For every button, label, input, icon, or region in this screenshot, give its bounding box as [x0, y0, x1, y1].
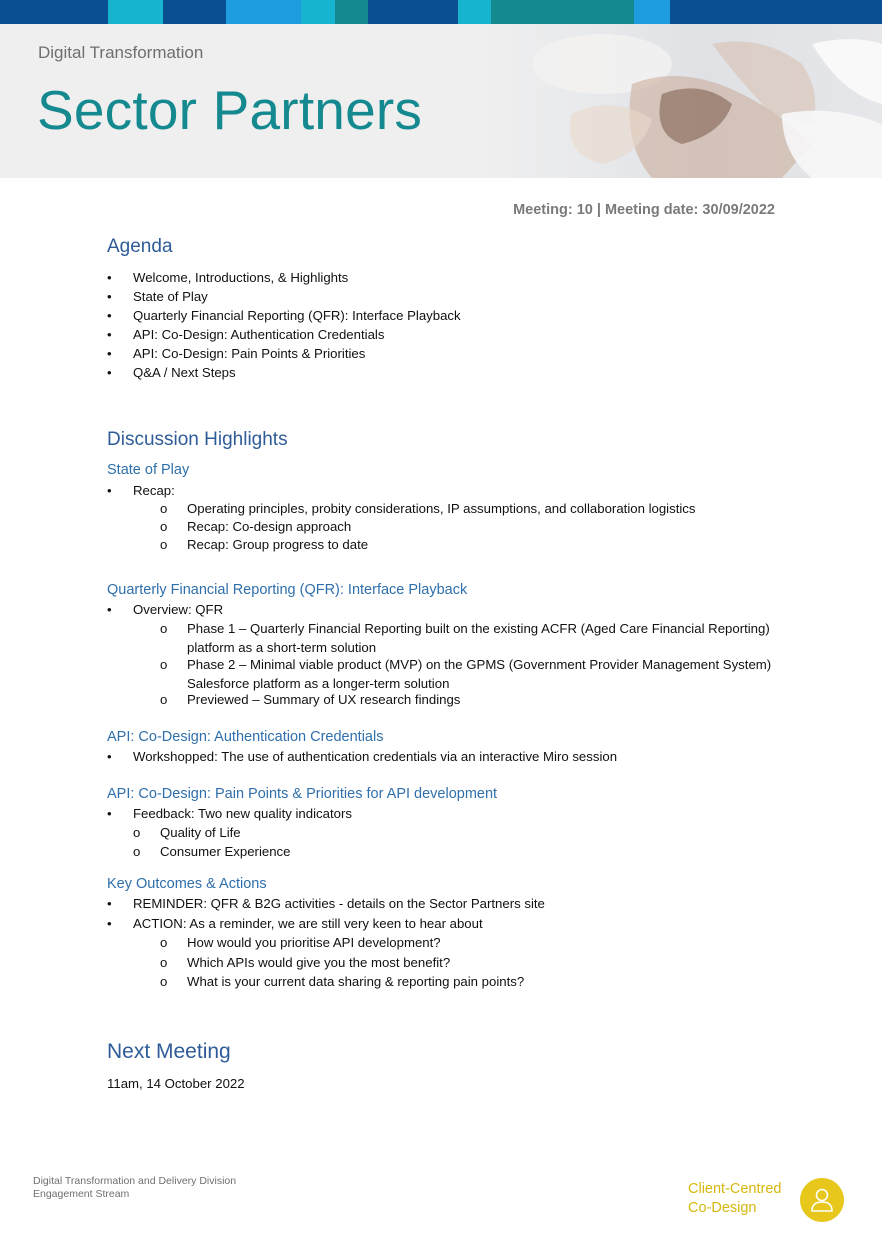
circle-bullet-icon: o [133, 844, 141, 859]
agenda-item: • State of Play [107, 289, 208, 304]
agenda-item: • API: Co-Design: Pain Points & Priorities [107, 346, 366, 361]
footer-division-line: Digital Transformation and Delivery Division [33, 1175, 237, 1187]
strip-segment [163, 0, 226, 24]
agenda-item: • API: Co-Design: Authentication Credentials [107, 327, 385, 342]
strip-segment [301, 0, 335, 24]
circle-bullet-icon: o [160, 974, 168, 989]
sub-list-item: o How would you prioritise API development? [160, 935, 441, 950]
discussion-heading: Discussion Highlights [107, 429, 288, 450]
circle-bullet-icon: o [160, 501, 168, 516]
sub-list-item: o Consumer Experience [133, 844, 291, 859]
agenda-heading: Agenda [107, 236, 173, 257]
bullet-icon: • [107, 308, 112, 323]
circle-bullet-icon: o [160, 955, 168, 970]
strip-segment [335, 0, 368, 24]
sub-list-item: o What is your current data sharing & reporting pain points? [160, 974, 525, 989]
agenda-item: • Q&A / Next Steps [107, 365, 236, 380]
meeting-info: Meeting: 10 | Meeting date: 30/09/2022 [513, 202, 775, 218]
list-item: • Overview: QFR [107, 602, 224, 617]
list-item: • Workshopped: The use of authentication credentials via an interactive Miro session [107, 749, 618, 764]
circle-bullet-icon: o [160, 621, 168, 636]
agenda-item: • Quarterly Financial Reporting (QFR): Interface Playback [107, 308, 461, 323]
sub-list-item: o Recap: Group progress to date [160, 537, 369, 552]
bullet-icon: • [107, 896, 112, 911]
strip-segment [226, 0, 301, 24]
strip-segment [634, 0, 670, 24]
circle-bullet-icon: o [160, 519, 168, 534]
header-subtitle: Digital Transformation [38, 43, 204, 62]
top-color-strip [0, 0, 882, 24]
bullet-icon: • [107, 327, 112, 342]
circle-bullet-icon: o [160, 537, 168, 552]
sub-list-item: o Quality of Life [133, 825, 241, 840]
agenda-item: • Welcome, Introductions, & Highlights [107, 270, 349, 285]
list-item: • REMINDER: QFR & B2G activities - details on the Sector Partners site [107, 896, 545, 911]
list-item: • Feedback: Two new quality indicators [107, 806, 352, 821]
header-banner [0, 24, 882, 178]
footer-division [33, 1175, 236, 1200]
strip-segment [108, 0, 163, 24]
bullet-icon: • [107, 749, 112, 764]
list-item: • ACTION: As a reminder, we are still very keen to hear about [107, 916, 483, 931]
bullet-icon: • [107, 483, 112, 498]
strip-segment [670, 0, 882, 24]
bullet-icon: • [107, 270, 112, 285]
bullet-icon: • [107, 916, 112, 931]
footer-codesign-line1: Client-Centred [688, 1181, 782, 1197]
strip-segment [458, 0, 491, 24]
strip-segment [0, 0, 108, 24]
person-outline-icon [800, 1178, 844, 1222]
sub-list-item: o Phase 1 – Quarterly Financial Reporting built on the existing ACFR (Aged Care Financial Reporting) platform as a short-term solution [160, 621, 770, 655]
hands-illustration [482, 24, 882, 178]
bullet-icon: • [107, 602, 112, 617]
section-heading-pain-points: API: Co-Design: Pain Points & Priorities for API development [107, 786, 498, 802]
circle-bullet-icon: o [160, 657, 168, 672]
bullet-icon: • [107, 806, 112, 821]
sub-list-item: o Which APIs would give you the most benefit? [160, 955, 451, 970]
strip-segment [491, 0, 634, 24]
section-heading-state-of-play: State of Play [107, 462, 190, 478]
bullet-icon: • [107, 365, 112, 380]
section-heading-qfr: Quarterly Financial Reporting (QFR): Interface Playback [107, 582, 468, 598]
section-heading-auth: API: Co-Design: Authentication Credentials [107, 729, 384, 745]
footer-codesign-label [688, 1180, 782, 1218]
strip-segment [368, 0, 458, 24]
page-title: Sector Partners [37, 79, 423, 141]
circle-bullet-icon: o [160, 692, 168, 707]
circle-bullet-icon: o [160, 935, 168, 950]
circle-bullet-icon: o [133, 825, 141, 840]
sub-list-item: o Phase 2 – Minimal viable product (MVP) on the GPMS (Government Provider Management System) Salesforce platform as a longer-term solution [160, 657, 772, 691]
footer-codesign-line2: Co-Design [688, 1200, 757, 1216]
bullet-icon: • [107, 289, 112, 304]
person-badge-icon [800, 1178, 844, 1222]
sub-list-item: o Previewed – Summary of UX research findings [160, 692, 461, 707]
footer-stream-line: Engagement Stream [33, 1187, 130, 1200]
hands-together-photo [482, 24, 882, 178]
sub-list-item: o Recap: Co-design approach [160, 519, 352, 534]
next-meeting-date: 11am, 14 October 2022 [107, 1076, 245, 1091]
next-meeting-heading: Next Meeting [107, 1040, 231, 1063]
list-item: • Recap: [107, 483, 175, 498]
sub-list-item: o Operating principles, probity considerations, IP assumptions, and collaboration logistics [160, 501, 696, 516]
section-heading-outcomes: Key Outcomes & Actions [107, 876, 267, 892]
bullet-icon: • [107, 346, 112, 361]
